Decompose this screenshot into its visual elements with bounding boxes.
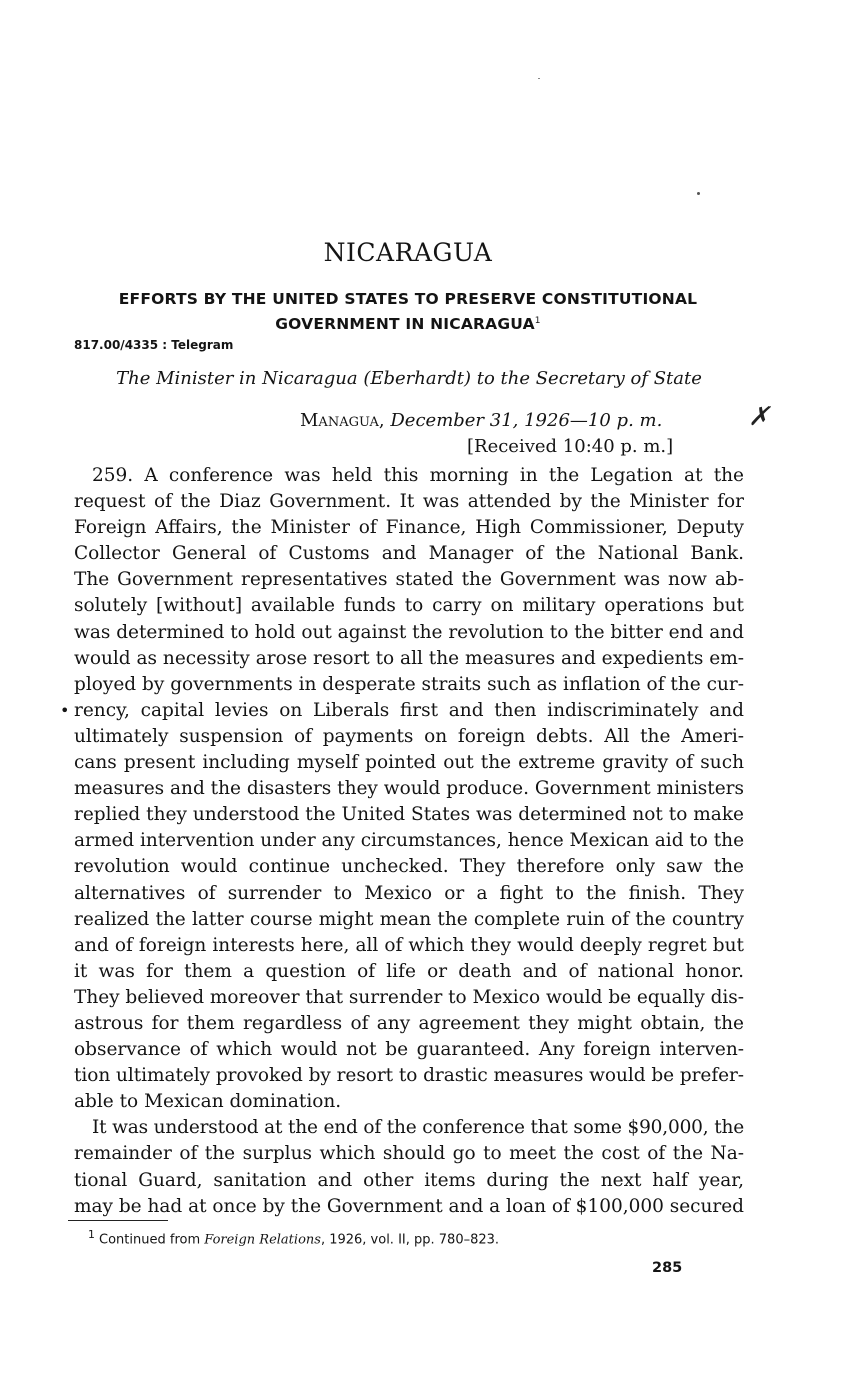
body-line: able to Mexican domination. [74, 1091, 342, 1113]
body-line: solutely [without] available funds to carry on military operations but [74, 595, 744, 617]
body-line: remainder of the surplus which should go to meet the cost of the Na- [74, 1143, 744, 1165]
document-header: The Minister in Nicaragua (Eberhardt) to the Secretary of State [116, 368, 702, 389]
body-line: was determined to hold out against the revolution to the bitter end and [74, 621, 744, 643]
body-line: 259. A conference was held this morning in the Legation at the [92, 465, 744, 486]
footnote-source: Foreign Relations [204, 1232, 321, 1248]
body-line: The Government representatives stated the Government was now ab- [74, 569, 744, 591]
scan-speck [697, 192, 700, 195]
received-time: [Received 10:40 p. m.] [467, 436, 674, 457]
margin-dot: • [60, 701, 70, 720]
section-heading-text: GOVERNMENT IN NICARAGUA [275, 315, 535, 334]
body-line: revolution would continue unchecked. They therefore only saw the [74, 856, 744, 878]
section-heading-line: EFFORTS BY THE UNITED STATES TO PRESERVE CONSTITUTIONAL [118, 290, 698, 308]
body-line: measures and the disasters they would produce. Government ministers [74, 778, 744, 800]
body-line: ployed by governments in desperate straits such as inflation of the cur- [74, 673, 744, 695]
page-number: 285 [652, 1260, 683, 1276]
footnote [88, 1228, 499, 1247]
body-line: may be had at once by the Government and a loan of $100,000 secured [74, 1195, 744, 1217]
section-heading-line [72, 310, 744, 335]
body-line: It was understood at the end of the conference that some $90,000, the [92, 1117, 744, 1139]
file-reference: 817.00/4335 : Telegram [74, 338, 234, 352]
body-line: cans present including myself pointed out the extreme gravity of such [74, 752, 744, 774]
body-line: tional Guard, sanitation and other items during the next half year, [74, 1169, 744, 1191]
dateline [300, 410, 662, 431]
body-line: armed intervention under any circumstances, hence Mexican aid to the [74, 830, 744, 852]
body-line: would as necessity arose resort to all the measures and expedients em- [74, 647, 744, 669]
section-heading [72, 288, 744, 335]
page-title: NICARAGUA [323, 238, 493, 267]
telegram-body [74, 463, 744, 1220]
footnote-reference: 1 [534, 316, 541, 326]
handwritten-check-mark: ✗ [748, 402, 770, 432]
dateline-place: Managua, [300, 410, 385, 431]
body-line: tion ultimately provoked by resort to drastic measures would be prefer- [74, 1065, 744, 1087]
footnote-text: Continued from [99, 1232, 201, 1248]
body-line: rency, capital levies on Liberals first and then indiscriminately and [74, 699, 744, 721]
body-line: observance of which would not be guaranteed. Any foreign interven- [74, 1039, 744, 1061]
footnote-marker: 1 [88, 1228, 95, 1241]
body-line: ultimately suspension of payments on foreign debts. All the Ameri- [74, 725, 744, 747]
footnote-rule [68, 1220, 168, 1221]
body-line: realized the latter course might mean the complete ruin of the country [74, 908, 744, 930]
scan-speck [538, 78, 540, 79]
body-line: alternatives of surrender to Mexico or a fight to the finish. They [74, 882, 744, 904]
body-line: it was for them a question of life or death and of national honor. [74, 960, 744, 982]
body-line: Collector General of Customs and Manager of the National Bank. [74, 543, 744, 565]
body-line: and of foreign interests here, all of which they would deeply regret but [74, 934, 744, 956]
body-line: Foreign Affairs, the Minister of Finance, High Commissioner, Deputy [74, 517, 744, 539]
body-line: request of the Diaz Government. It was attended by the Minister for [74, 491, 744, 513]
body-line: They believed moreover that surrender to Mexico would be equally dis- [74, 986, 744, 1008]
body-line: replied they understood the United States was determined not to make [74, 804, 744, 826]
body-line: astrous for them regardless of any agreement they might obtain, the [74, 1012, 744, 1034]
dateline-date: December 31, 1926—10 p. m. [390, 410, 663, 431]
footnote-citation: , 1926, vol. II, pp. 780–823. [320, 1232, 500, 1248]
